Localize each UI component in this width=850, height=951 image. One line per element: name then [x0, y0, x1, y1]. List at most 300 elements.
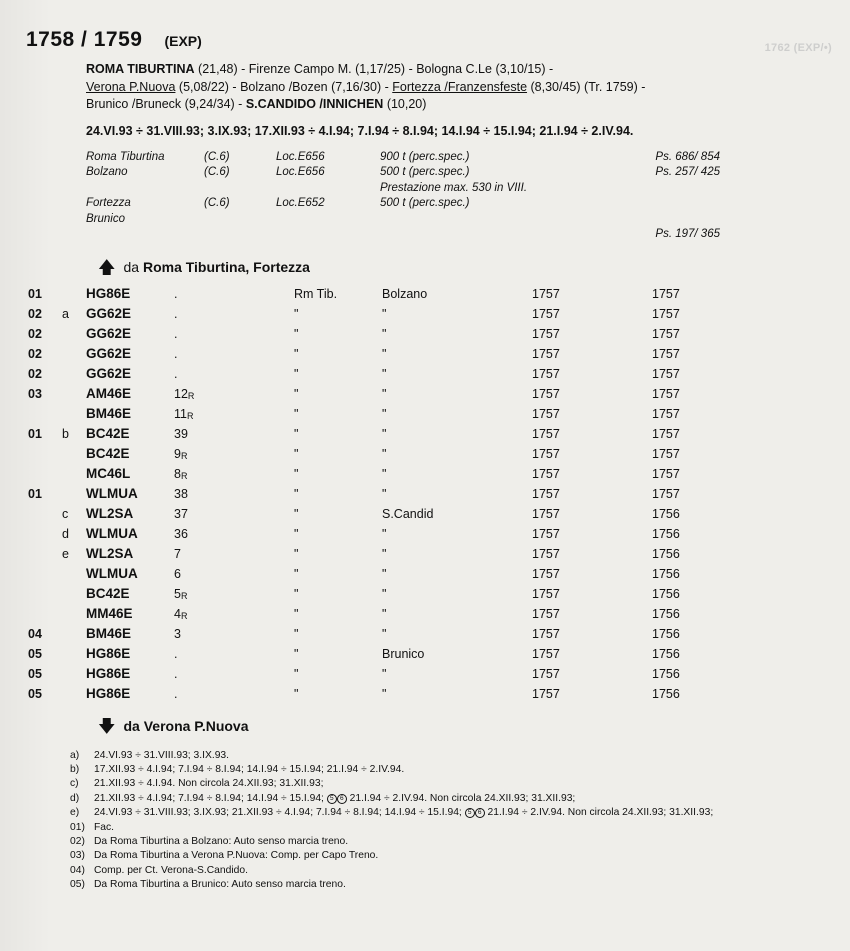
- table-row: [26, 424, 824, 444]
- vehicle-type: MC46L: [86, 466, 131, 481]
- section-heading-down: [98, 718, 824, 735]
- origin-cell: ": [294, 467, 299, 481]
- train-ref-1: 1757: [532, 647, 560, 661]
- route-description: [86, 61, 824, 114]
- train-ref-1: 1757: [532, 407, 560, 421]
- destination-cell: ": [382, 527, 387, 541]
- traction-loco: Loc.E656: [276, 166, 325, 178]
- traction-block: [86, 150, 824, 243]
- vehicle-qty: 4R: [174, 607, 188, 621]
- origin-cell: ": [294, 327, 299, 341]
- row-note: [62, 284, 86, 304]
- traction-code: (C.6): [204, 166, 230, 178]
- vehicle-type: HG86E: [86, 666, 131, 681]
- footnote-text-wrap: 31.XII.93;: [669, 807, 714, 819]
- destination-cell: Bolzano: [382, 287, 428, 301]
- vehicle-type: WLMUA: [86, 566, 138, 581]
- origin-cell: Rm Tib.: [294, 287, 338, 301]
- table-row: [26, 344, 824, 364]
- row-number: 01: [28, 427, 42, 441]
- vehicle-qty: 5R: [174, 587, 188, 601]
- footnote-key: a): [70, 749, 80, 761]
- origin-cell: ": [294, 647, 299, 661]
- footnote-e: [70, 806, 824, 819]
- table-row: [26, 684, 824, 704]
- traction-loco: [276, 181, 380, 197]
- vehicle-qty: 9R: [174, 447, 188, 461]
- vehicle-qty: 39: [174, 427, 188, 441]
- footnote-text-pre: 24.VI.93 ÷ 31.VIII.93; 3.IX.93; 21.XII.93 ÷ 4.I.94; 7.I.94 ÷ 8.I.94; 14.I.94 ÷ 15.I.94;: [94, 807, 465, 819]
- train-ref-1: 1757: [532, 487, 560, 501]
- footnote-text-post: 21.I.94 ÷ 2.IV.94. Non circola 24.XII.93; 31.XII.93;: [346, 792, 576, 804]
- row-note: [62, 444, 86, 464]
- route-line-1: ROMA TIBURTINA (21,48) - Firenze Campo M. (1,17/25) - Bologna C.Le (3,10/15) -: [86, 62, 554, 76]
- row-number: 02: [28, 367, 42, 381]
- traction-code: [204, 227, 276, 243]
- vehicle-type: GG62E: [86, 366, 132, 381]
- footnote-05: [70, 878, 824, 891]
- traction-loco: [276, 227, 380, 243]
- page-header: [26, 28, 824, 52]
- route-stop-brunico: Brunico /Bruneck: [86, 97, 182, 111]
- row-number: [26, 404, 62, 424]
- route-stop-verona: Verona P.Nuova: [86, 79, 176, 94]
- running-dates: 24.VI.93 ÷ 31.VIII.93; 3.IX.93; 17.XII.93 ÷ 4.I.94; 7.I.94 ÷ 8.I.94; 14.I.94 ÷ 15.I.94; 21.I.94 ÷ 2.IV.94.: [86, 123, 634, 138]
- footnote-02: [70, 835, 824, 848]
- route-stop-bolzano-time: (7,16/30): [331, 79, 382, 94]
- traction-code: (C.6): [204, 150, 230, 163]
- footnote-text: Comp. per Ct. Verona-S.Candido.: [94, 864, 248, 876]
- circled-symbol-icon: 5: [327, 794, 337, 804]
- row-note: d: [62, 527, 69, 541]
- vehicle-type: MM46E: [86, 606, 133, 621]
- vehicle-type: GG62E: [86, 306, 132, 321]
- circled-symbol-icon: 6: [475, 808, 485, 818]
- vehicle-type: BM46E: [86, 406, 132, 421]
- vehicle-type: BC42E: [86, 446, 130, 461]
- destination-cell: Brunico: [382, 647, 425, 661]
- destination-cell: S.Candid: [382, 507, 434, 521]
- train-ref-2: 1756: [652, 587, 680, 601]
- destination-cell: ": [382, 367, 387, 381]
- train-ref-1: 1757: [532, 367, 560, 381]
- route-origin: ROMA TIBURTINA: [86, 62, 195, 76]
- footnote-text: Da Roma Tiburtina a Bolzano: Auto senso marcia treno.: [94, 835, 349, 847]
- section-down-label: Verona P.Nuova: [143, 718, 249, 734]
- origin-cell: ": [294, 547, 299, 561]
- row-number: 01: [28, 287, 42, 301]
- section-up-label: Roma Tiburtina, Fortezza: [142, 259, 310, 275]
- traction-station: [86, 227, 204, 243]
- row-note: [62, 604, 86, 624]
- train-ref-2: 1757: [652, 307, 680, 321]
- route-origin-time: (21,48): [198, 62, 238, 76]
- footnote-text: Da Roma Tiburtina a Brunico: Auto senso marcia treno.: [94, 879, 346, 891]
- destination-cell: ": [382, 387, 387, 401]
- row-number: 05: [28, 687, 42, 701]
- row-note: a: [62, 307, 69, 321]
- footnote-c: [70, 777, 824, 790]
- row-note: [62, 344, 86, 364]
- destination-cell: ": [382, 487, 387, 501]
- row-number: [26, 564, 62, 584]
- vehicle-qty: 8R: [174, 467, 188, 481]
- destination-cell: ": [382, 607, 387, 621]
- arrow-up-icon: 🡅: [98, 257, 116, 277]
- vehicle-qty: .: [174, 307, 178, 321]
- traction-ps: Ps. 197/ 365: [655, 228, 720, 240]
- route-stop-verona-time: (5,08/22): [178, 79, 229, 94]
- train-ref-1: 1757: [532, 327, 560, 341]
- traction-loco: Loc.E652: [276, 197, 325, 209]
- row-note: [62, 664, 86, 684]
- vehicle-qty: 3: [174, 627, 181, 641]
- footnote-key: b): [70, 763, 80, 775]
- train-ref-2: 1757: [652, 487, 680, 501]
- destination-cell: ": [382, 447, 387, 461]
- vehicle-qty-suffix: R: [187, 391, 195, 401]
- origin-cell: ": [294, 347, 299, 361]
- train-ref-2: 1757: [652, 447, 680, 461]
- train-ref-2: 1756: [652, 667, 680, 681]
- vehicle-type: GG62E: [86, 346, 132, 361]
- traction-ps: [570, 181, 720, 197]
- row-note: [62, 584, 86, 604]
- destination-cell: ": [382, 547, 387, 561]
- traction-ps: Ps. 686/ 854: [655, 150, 720, 163]
- footnote-key: 01): [70, 821, 85, 833]
- footnote-key: e): [70, 807, 80, 819]
- table-row: [26, 464, 824, 484]
- table-row: [26, 304, 824, 324]
- section-up-text: [123, 259, 309, 275]
- train-ref-2: 1757: [652, 427, 680, 441]
- traction-station: [86, 181, 204, 197]
- destination-cell: ": [382, 687, 387, 701]
- origin-cell: ": [294, 527, 299, 541]
- footnote-b: [70, 763, 824, 776]
- train-category: (EXP): [164, 33, 202, 49]
- consist-table: [26, 284, 824, 704]
- train-ref-2: 1756: [652, 527, 680, 541]
- train-ref-1: 1757: [532, 607, 560, 621]
- vehicle-qty: 11R: [174, 407, 194, 421]
- traction-station: Brunico: [86, 212, 125, 225]
- vehicle-qty: 37: [174, 507, 188, 521]
- route-train-ref: (Tr. 1759): [584, 79, 638, 94]
- traction-station: Bolzano: [86, 166, 128, 178]
- train-ref-2: 1757: [652, 287, 680, 301]
- origin-cell: ": [294, 507, 299, 521]
- section-down-text: [123, 718, 248, 734]
- vehicle-type: WLMUA: [86, 526, 138, 541]
- vehicle-type: HG86E: [86, 646, 131, 661]
- vehicle-qty: .: [174, 687, 178, 701]
- row-number: [26, 584, 62, 604]
- vehicle-type: BM46E: [86, 626, 132, 641]
- train-ref-1: 1757: [532, 447, 560, 461]
- vehicle-qty: .: [174, 347, 178, 361]
- vehicle-qty: 7: [174, 547, 181, 561]
- table-row: [26, 624, 824, 644]
- route-destination: S.CANDIDO /INNICHEN: [245, 97, 384, 111]
- route-stop-bologna: Bologna C.Le: [416, 62, 492, 76]
- table-row: [26, 564, 824, 584]
- footnote-key: d): [70, 792, 80, 804]
- train-ref-2: 1756: [652, 567, 680, 581]
- table-row: [26, 524, 824, 544]
- origin-cell: ": [294, 567, 299, 581]
- train-ref-1: 1757: [532, 627, 560, 641]
- vehicle-type: WL2SA: [86, 546, 134, 561]
- train-ref-1: 1757: [532, 427, 560, 441]
- origin-cell: ": [294, 687, 299, 701]
- origin-cell: ": [294, 307, 299, 321]
- traction-mass: 900 t (perc.spec.): [380, 150, 470, 163]
- destination-cell: ": [382, 327, 387, 341]
- footnote-text: [94, 806, 824, 819]
- train-ref-2: 1757: [652, 467, 680, 481]
- traction-row: [86, 196, 720, 212]
- row-note: [62, 464, 86, 484]
- route-stop-fortezza: Fortezza /Franzensfeste: [392, 79, 528, 94]
- destination-cell: ": [382, 627, 387, 641]
- circled-symbol-icon: 6: [337, 794, 347, 804]
- route-stop-firenze: Firenze Campo M.: [248, 62, 352, 76]
- row-note: [62, 644, 86, 664]
- train-ref-1: 1757: [532, 507, 560, 521]
- vehicle-type: HG86E: [86, 286, 131, 301]
- vehicle-type: GG62E: [86, 326, 132, 341]
- train-ref-2: 1756: [652, 647, 680, 661]
- row-note: c: [62, 507, 69, 521]
- row-note: e: [62, 547, 69, 561]
- vehicle-qty: 12R: [174, 387, 195, 401]
- destination-cell: ": [382, 567, 387, 581]
- row-number: 02: [28, 347, 42, 361]
- traction-ps: Ps. 257/ 425: [655, 166, 720, 178]
- traction-loco: Loc.E656: [276, 150, 325, 163]
- row-number: 03: [28, 387, 42, 401]
- train-ref-2: 1757: [652, 347, 680, 361]
- footnote-key: 03): [70, 850, 85, 862]
- route-line-3: Brunico /Bruneck (9,24/34) - S.CANDIDO /INNICHEN (10,20): [86, 97, 427, 111]
- table-row: [26, 604, 824, 624]
- traction-ps: [570, 212, 720, 228]
- row-number: 05: [28, 667, 42, 681]
- row-number: 05: [28, 647, 42, 661]
- row-number: 04: [28, 627, 42, 641]
- footnotes: [70, 749, 824, 892]
- destination-cell: ": [382, 427, 387, 441]
- train-number: 1758 / 1759: [26, 28, 143, 51]
- vehicle-type: WL2SA: [86, 506, 134, 521]
- row-note: [62, 404, 86, 424]
- row-number: [26, 464, 62, 484]
- footnote-04: [70, 864, 824, 877]
- origin-cell: ": [294, 587, 299, 601]
- footnote-text: 21.XII.93 ÷ 4.I.94. Non circola 24.XII.93; 31.XII.93;: [94, 778, 324, 790]
- table-row: [26, 504, 824, 524]
- vehicle-qty: 6: [174, 567, 181, 581]
- route-stop-bologna-time: (3,10/15): [495, 62, 546, 76]
- train-ref-1: 1757: [532, 587, 560, 601]
- origin-cell: ": [294, 427, 299, 441]
- traction-code: [204, 212, 276, 228]
- train-ref-1: 1757: [532, 467, 560, 481]
- destination-cell: ": [382, 467, 387, 481]
- footnote-key: c): [70, 778, 79, 790]
- traction-row: [86, 212, 720, 228]
- footnote-key: 04): [70, 864, 85, 876]
- row-number: [26, 444, 62, 464]
- row-number: [26, 604, 62, 624]
- table-row: [26, 664, 824, 684]
- train-ref-2: 1757: [652, 387, 680, 401]
- row-number: 02: [28, 307, 42, 321]
- footnote-01: [70, 821, 824, 834]
- table-row: [26, 404, 824, 424]
- destination-cell: ": [382, 307, 387, 321]
- table-row: [26, 284, 824, 304]
- destination-cell: ": [382, 347, 387, 361]
- table-row: [26, 484, 824, 504]
- route-stop-firenze-time: (1,17/25): [355, 62, 406, 76]
- table-row: [26, 584, 824, 604]
- origin-cell: ": [294, 627, 299, 641]
- table-row: [26, 644, 824, 664]
- train-ref-1: 1757: [532, 567, 560, 581]
- row-number: 02: [28, 327, 42, 341]
- traction-station: Fortezza: [86, 197, 131, 209]
- traction-row: [86, 150, 720, 166]
- train-ref-2: 1756: [652, 607, 680, 621]
- vehicle-type: WLMUA: [86, 486, 138, 501]
- row-number: 01: [28, 487, 42, 501]
- train-ref-2: 1756: [652, 507, 680, 521]
- vehicle-qty-suffix: R: [180, 591, 188, 601]
- route-stop-bolzano: Bolzano /Bozen: [240, 79, 328, 94]
- origin-cell: ": [294, 607, 299, 621]
- row-note: [62, 324, 86, 344]
- train-ref-1: 1757: [532, 307, 560, 321]
- vehicle-qty-suffix: R: [180, 471, 188, 481]
- row-note: [62, 484, 86, 504]
- traction-row: [86, 165, 720, 181]
- vehicle-qty: .: [174, 667, 178, 681]
- footnote-key: 02): [70, 835, 85, 847]
- footnote-text-pre: 21.XII.93 ÷ 4.I.94; 7.I.94 ÷ 8.I.94; 14.I.94 ÷ 15.I.94;: [94, 792, 327, 804]
- row-note: b: [62, 427, 69, 441]
- route-stop-brunico-time: (9,24/34): [184, 97, 235, 111]
- table-row: [26, 324, 824, 344]
- row-number: [26, 524, 62, 544]
- traction-mass: 500 t (perc.spec.): [380, 166, 470, 178]
- origin-cell: ": [294, 487, 299, 501]
- footnote-d: [70, 792, 824, 805]
- traction-loco: [276, 212, 380, 228]
- section-heading-up: [98, 259, 824, 276]
- traction-mass: [380, 212, 570, 228]
- vehicle-type: AM46E: [86, 386, 132, 401]
- origin-cell: ": [294, 447, 299, 461]
- train-ref-2: 1757: [652, 367, 680, 381]
- circled-symbol-icon: 5: [465, 808, 475, 818]
- vehicle-qty: 36: [174, 527, 188, 541]
- train-ref-1: 1757: [532, 547, 560, 561]
- vehicle-qty: .: [174, 287, 178, 301]
- traction-row: [86, 181, 720, 197]
- origin-cell: ": [294, 387, 299, 401]
- vehicle-type: BC42E: [86, 426, 130, 441]
- train-ref-1: 1757: [532, 387, 560, 401]
- vehicle-qty-suffix: R: [180, 611, 188, 621]
- destination-cell: ": [382, 587, 387, 601]
- traction-station: Roma Tiburtina: [86, 150, 165, 163]
- vehicle-qty: 38: [174, 487, 188, 501]
- footnote-text: Da Roma Tiburtina a Verona P.Nuova: Comp. per Capo Treno.: [94, 850, 379, 862]
- route-line-2: Verona P.Nuova (5,08/22) - Bolzano /Bozen (7,16/30) - Fortezza /Franzensfeste (8,30/45) (Tr. 1759) -: [86, 79, 646, 94]
- vehicle-qty: .: [174, 327, 178, 341]
- origin-cell: ": [294, 407, 299, 421]
- footnote-a: [70, 749, 824, 762]
- train-ref-1: 1757: [532, 287, 560, 301]
- table-row: [26, 444, 824, 464]
- train-ref-2: 1757: [652, 327, 680, 341]
- traction-code: (C.6): [204, 197, 230, 209]
- row-note: [62, 364, 86, 384]
- arrow-down-icon: 🡇: [98, 716, 116, 736]
- route-destination-time: (10,20): [386, 97, 427, 111]
- row-note: [62, 384, 86, 404]
- footnote-text: 17.XII.93 ÷ 4.I.94; 7.I.94 ÷ 8.I.94; 14.I.94 ÷ 15.I.94; 21.I.94 ÷ 2.IV.94.: [94, 763, 405, 775]
- train-ref-1: 1757: [532, 687, 560, 701]
- vehicle-qty-suffix: R: [180, 451, 188, 461]
- destination-cell: ": [382, 407, 387, 421]
- footnote-text: Fac.: [94, 821, 115, 833]
- row-number: [26, 544, 62, 564]
- traction-ps: [570, 196, 720, 212]
- train-ref-2: 1756: [652, 547, 680, 561]
- bleed-line-1: 1762 (EXP/•): [764, 42, 832, 54]
- row-note: [62, 624, 86, 644]
- traction-row: [86, 227, 720, 243]
- vehicle-qty: .: [174, 647, 178, 661]
- table-row: [26, 384, 824, 404]
- route-stop-fortezza-time: (8,30/45): [530, 79, 581, 94]
- footnote-key: 05): [70, 879, 85, 891]
- footnote-text-post: 21.I.94 ÷ 2.IV.94. Non circola 24.XII.93;: [484, 807, 667, 819]
- train-ref-1: 1757: [532, 667, 560, 681]
- table-row: [26, 364, 824, 384]
- row-note: [62, 684, 86, 704]
- traction-mass: Prestazione max. 530 in VIII.: [380, 181, 528, 194]
- destination-cell: ": [382, 667, 387, 681]
- traction-table: [86, 150, 720, 243]
- vehicle-qty: .: [174, 367, 178, 381]
- train-ref-1: 1757: [532, 527, 560, 541]
- traction-mass: 500 t (perc.spec.): [380, 197, 470, 209]
- table-row: [26, 544, 824, 564]
- train-ref-2: 1757: [652, 407, 680, 421]
- train-ref-2: 1756: [652, 627, 680, 641]
- row-number: [26, 504, 62, 524]
- row-note: [62, 564, 86, 584]
- section-up-prefix: da: [123, 259, 140, 275]
- origin-cell: ": [294, 367, 299, 381]
- vehicle-type: BC42E: [86, 586, 130, 601]
- vehicle-type: HG86E: [86, 686, 131, 701]
